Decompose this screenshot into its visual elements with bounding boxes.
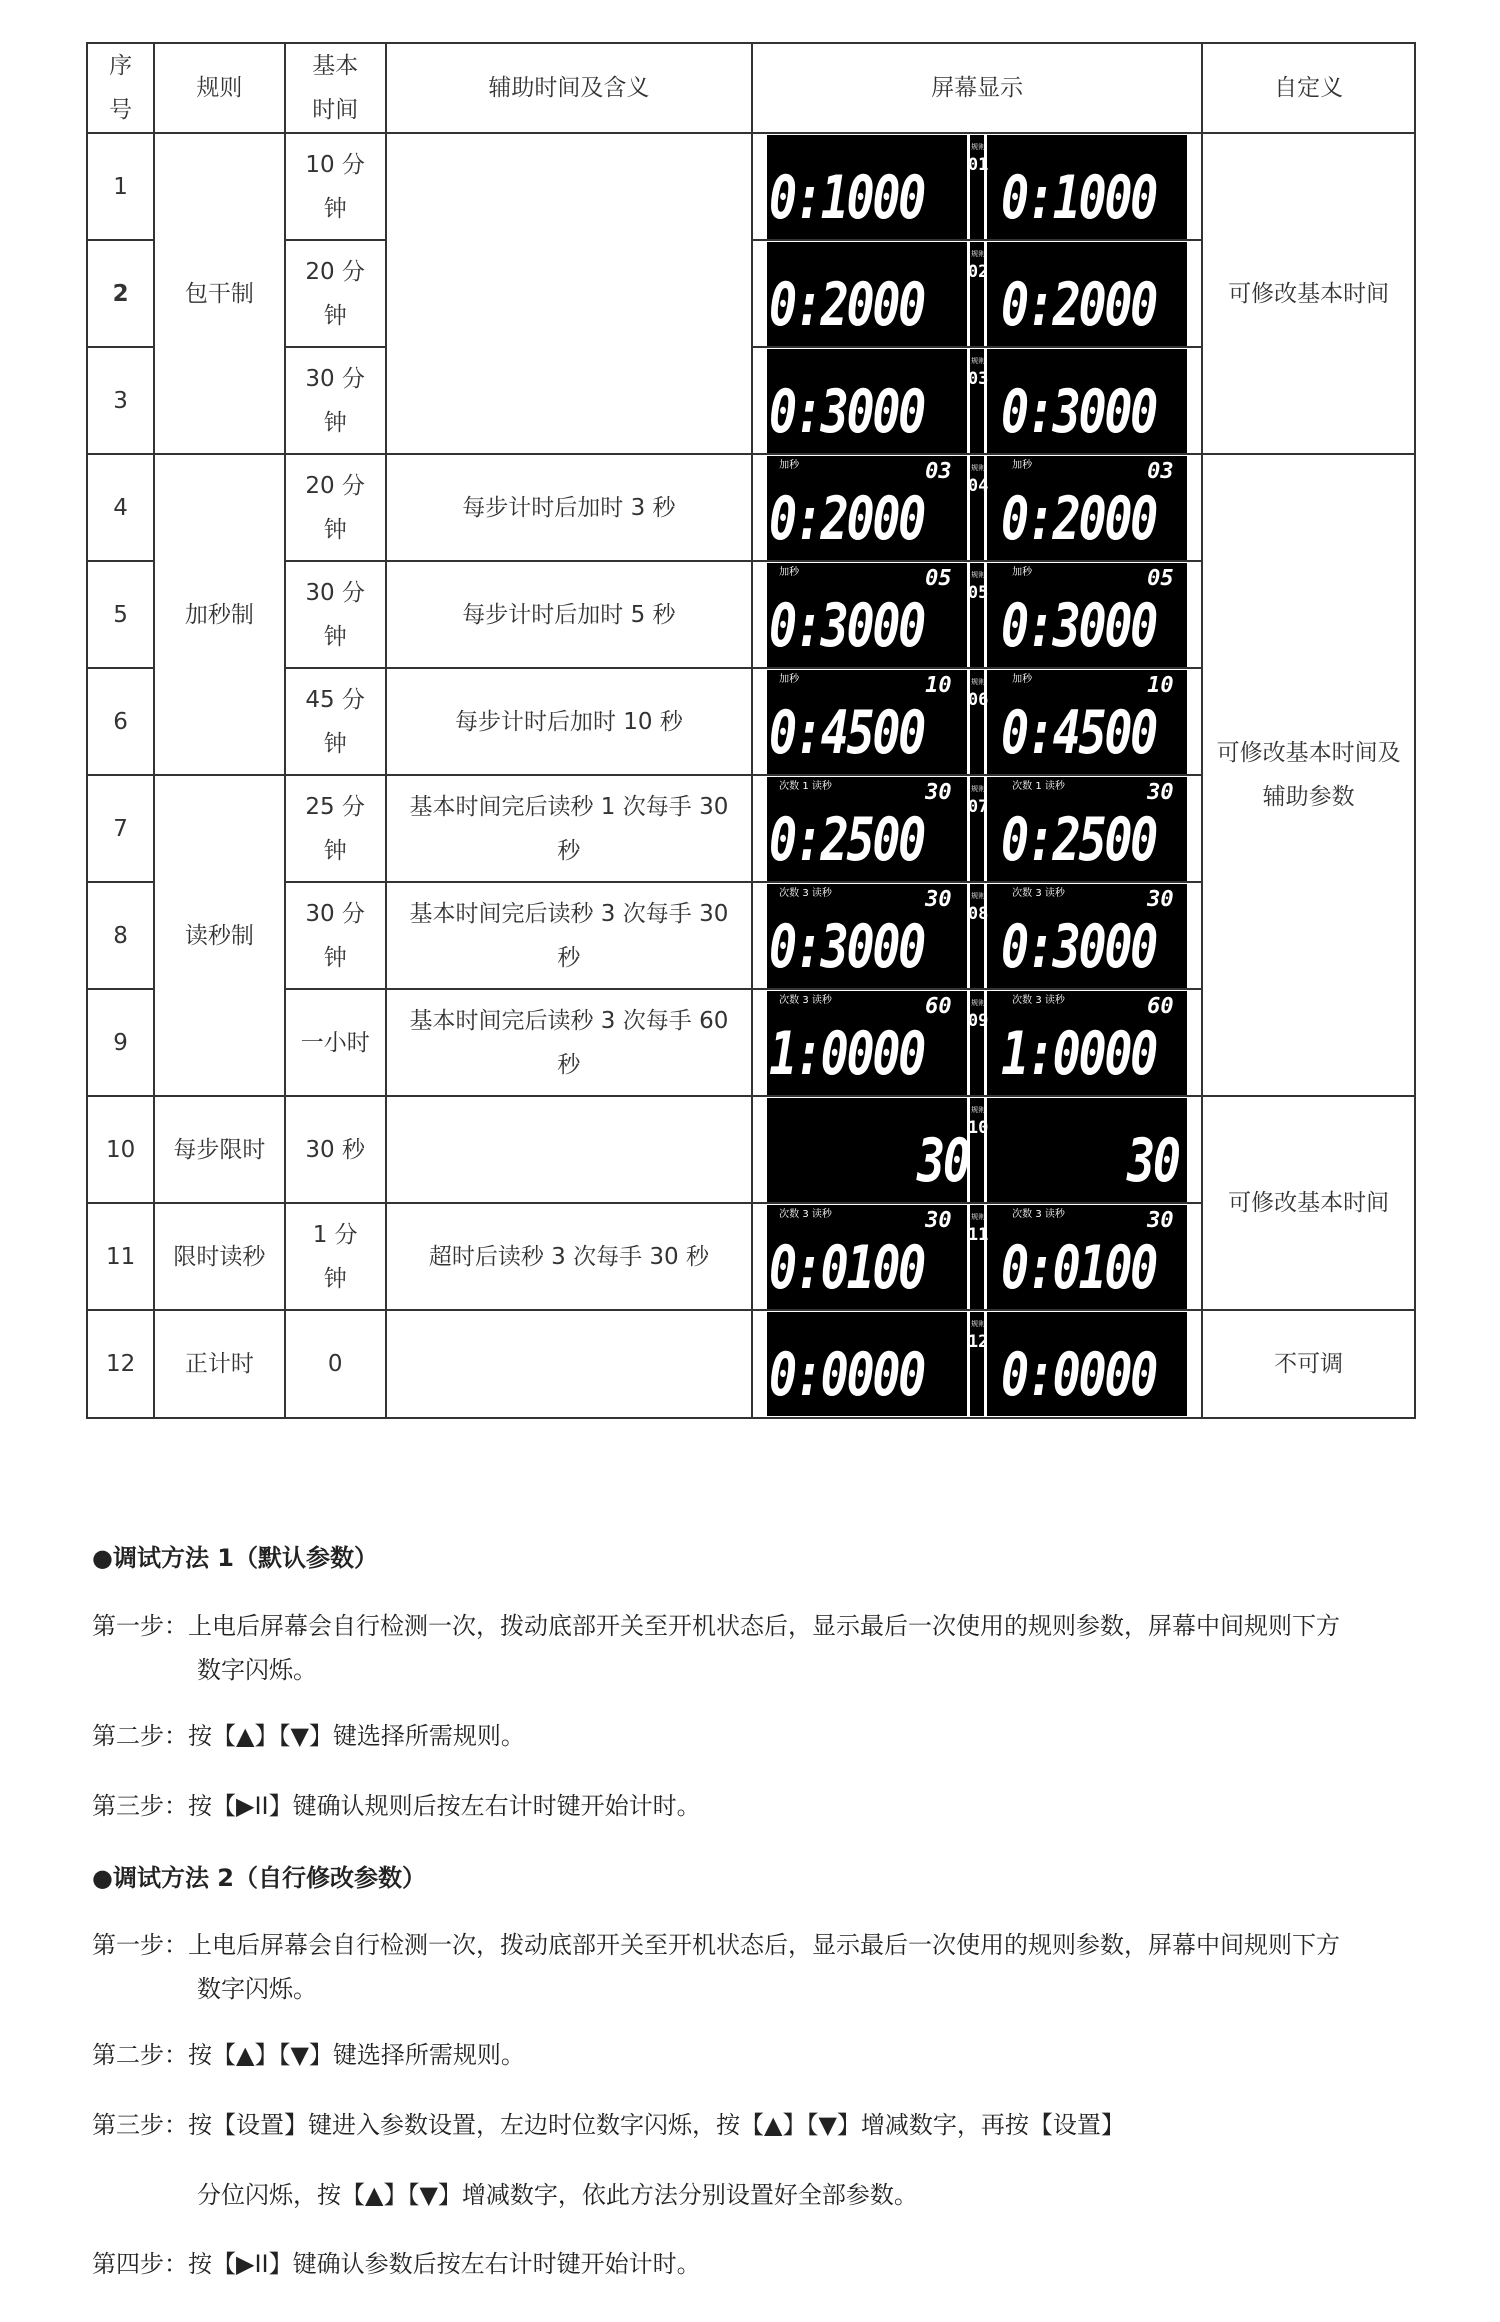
base-time-text: 30 分钟 [305, 365, 365, 436]
right-time-display: 0:0000 [1001, 1340, 1157, 1410]
cell-aux [386, 561, 752, 668]
cell-rule: 正计时 [154, 1310, 284, 1418]
table-row [87, 1310, 1415, 1418]
cell-screen [752, 1203, 1202, 1310]
cell-screen [752, 1096, 1202, 1203]
left-mode-label: 次数 3 读秒 [779, 994, 832, 1006]
left-seconds-display: 05 [925, 565, 952, 591]
rule-number: 03 [967, 368, 989, 389]
aux-text: 每步计时后加时 10 秒 [454, 708, 683, 735]
cell-no: 11 [87, 1203, 154, 1310]
cell-base-time [285, 240, 386, 347]
lcd-screen [767, 670, 1187, 774]
base-time-text: 1 分钟 [312, 1221, 358, 1292]
left-mode-label: 次数 1 读秒 [779, 780, 832, 792]
base-time-text: 一小时 [300, 1029, 370, 1056]
cell-base-time [285, 775, 386, 882]
cell-rule: 每步限时 [154, 1096, 284, 1203]
cell-no: 3 [87, 347, 154, 454]
rule-number: 05 [967, 582, 989, 603]
rule-indicator [967, 141, 989, 175]
cell-custom [1202, 133, 1415, 454]
left-time-display: 0:2000 [769, 269, 925, 340]
method2-step3-cont: 分位闪烁，按【▲】【▼】增减数字，依此方法分别设置好全部参数。 [197, 2181, 918, 2209]
custom-text: 可修改基本时间 [1228, 280, 1390, 307]
left-time-display: 0:3000 [769, 376, 925, 447]
cell-custom [1202, 454, 1415, 1096]
table-row [87, 133, 1415, 240]
lcd-screen [767, 1312, 1187, 1416]
table-row [87, 1096, 1415, 1203]
cell-screen [752, 668, 1202, 775]
base-time-text: 20 分钟 [305, 472, 365, 543]
header-custom: 自定义 [1202, 43, 1415, 133]
left-time-display: 0:3000 [769, 590, 925, 661]
rule-number: 09 [967, 1010, 989, 1031]
cell-no: 7 [87, 775, 154, 882]
rule-indicator [967, 1318, 989, 1352]
cell-base-time [285, 454, 386, 561]
rule-indicator [967, 676, 989, 710]
cell-rule: 读秒制 [154, 775, 284, 1096]
aux-text: 每步计时后加时 3 秒 [462, 494, 676, 521]
cell-base-time [285, 133, 386, 240]
aux-text: 基本时间完后读秒 3 次每手 60 秒 [409, 1007, 729, 1078]
cell-custom [1202, 1096, 1415, 1310]
base-time-text: 30 分钟 [305, 579, 365, 650]
lcd-screen [767, 349, 1187, 453]
left-time-display: 30 [917, 1125, 969, 1196]
left-mode-label: 加秒 [779, 459, 800, 471]
table-header-row [87, 43, 1415, 133]
cell-aux [386, 775, 752, 882]
right-mode-label: 次数 3 读秒 [1012, 887, 1065, 899]
rule-number: 02 [967, 261, 989, 282]
method1-step2: 第二步：按【▲】【▼】键选择所需规则。 [92, 1722, 525, 1750]
cell-rule: 包干制 [154, 133, 284, 454]
method1-title: ●调试方法 1（默认参数） [92, 1544, 378, 1572]
cell-base-time [285, 989, 386, 1096]
cell-base-time [285, 1203, 386, 1310]
cell-rule: 限时读秒 [154, 1203, 284, 1310]
right-mode-label: 次数 3 读秒 [1012, 994, 1065, 1006]
left-seconds-display: 03 [925, 458, 952, 484]
left-seconds-display: 60 [925, 993, 952, 1019]
base-time-text: 30 分钟 [305, 900, 365, 971]
method2-step2: 第二步：按【▲】【▼】键选择所需规则。 [92, 2041, 525, 2069]
aux-text: 基本时间完后读秒 1 次每手 30 秒 [409, 793, 729, 864]
custom-text: 不可调 [1274, 1351, 1344, 1377]
rule-indicator-label: 规则 [971, 1320, 986, 1328]
base-time-text: 20 分钟 [305, 258, 365, 329]
cell-base-time [285, 882, 386, 989]
rule-indicator-label: 规则 [971, 249, 986, 258]
right-mode-label: 次数 1 读秒 [1012, 780, 1065, 792]
header-screen: 屏幕显示 [752, 43, 1202, 133]
right-time-display: 0:3000 [1001, 911, 1157, 982]
cell-no: 6 [87, 668, 154, 775]
left-time-display: 0:0100 [769, 1232, 925, 1303]
rules-table [86, 42, 1416, 1419]
rule-number: 07 [967, 796, 989, 817]
header-base: 基本时间 [285, 43, 386, 133]
aux-text: 超时后读秒 3 次每手 30 秒 [428, 1243, 709, 1270]
cell-aux [386, 1310, 752, 1418]
rule-indicator [967, 248, 989, 282]
cell-no: 8 [87, 882, 154, 989]
lcd-screen [767, 563, 1187, 667]
left-mode-label: 加秒 [779, 566, 800, 578]
header-rule: 规则 [154, 43, 284, 133]
left-time-display: 0:0000 [769, 1340, 925, 1410]
cell-aux [386, 1096, 752, 1203]
cell-screen [752, 561, 1202, 668]
cell-screen [752, 240, 1202, 347]
left-seconds-display: 30 [925, 1207, 952, 1233]
lcd-screen [767, 135, 1187, 239]
right-time-display: 0:2500 [1001, 804, 1157, 875]
base-time-text: 45 分钟 [305, 686, 365, 757]
lcd-screen [767, 884, 1187, 988]
cell-aux [386, 133, 752, 454]
rule-indicator [967, 1211, 989, 1245]
cell-screen [752, 882, 1202, 989]
right-seconds-display: 30 [1147, 779, 1174, 805]
rule-number: 11 [967, 1224, 989, 1245]
lcd-screen [767, 456, 1187, 560]
table-row [87, 454, 1415, 561]
custom-text: 可修改基本时间及辅助参数 [1216, 740, 1401, 810]
rule-indicator [967, 783, 989, 817]
cell-aux [386, 882, 752, 989]
base-time-text: 25 分钟 [305, 793, 365, 864]
right-time-display: 0:4500 [1001, 697, 1157, 768]
left-mode-label: 次数 3 读秒 [779, 887, 832, 899]
rule-indicator-label: 规则 [971, 1105, 986, 1114]
right-time-display: 0:2000 [1001, 483, 1157, 554]
cell-screen [752, 133, 1202, 240]
rule-number: 01 [967, 154, 989, 175]
left-time-display: 0:3000 [769, 911, 925, 982]
left-seconds-display: 10 [925, 672, 952, 698]
rule-number: 06 [967, 689, 989, 710]
right-time-display: 1:0000 [1001, 1018, 1157, 1089]
rule-indicator-label: 规则 [971, 1212, 986, 1221]
right-time-display: 0:1000 [1001, 162, 1157, 233]
right-mode-label: 加秒 [1012, 566, 1033, 578]
cell-screen [752, 454, 1202, 561]
right-mode-label: 加秒 [1012, 673, 1033, 685]
rule-indicator [967, 997, 989, 1031]
rule-indicator [967, 890, 989, 924]
right-seconds-display: 03 [1147, 458, 1174, 484]
cell-base-time [285, 347, 386, 454]
left-seconds-display: 30 [925, 886, 952, 912]
rule-number: 12 [967, 1332, 989, 1352]
cell-custom [1202, 1310, 1415, 1418]
right-seconds-display: 30 [1147, 886, 1174, 912]
left-time-display: 0:4500 [769, 697, 925, 768]
rule-indicator-label: 规则 [971, 998, 986, 1007]
right-time-display: 0:0100 [1001, 1232, 1157, 1303]
method2-step4: 第四步：按【▶II】键确认参数后按左右计时键开始计时。 [92, 2250, 701, 2278]
rule-number: 04 [967, 475, 989, 496]
rule-indicator [967, 462, 989, 496]
rule-number: 10 [967, 1117, 989, 1138]
cell-screen [752, 989, 1202, 1096]
cell-no: 9 [87, 989, 154, 1096]
cell-screen [752, 347, 1202, 454]
cell-no: 10 [87, 1096, 154, 1203]
left-time-display: 1:0000 [769, 1018, 925, 1089]
cell-rule: 加秒制 [154, 454, 284, 775]
right-time-display: 0:2000 [1001, 269, 1157, 340]
rule-indicator-label: 规则 [971, 784, 986, 793]
left-time-display: 0:1000 [769, 162, 925, 233]
left-mode-label: 次数 3 读秒 [779, 1208, 832, 1220]
cell-no: 1 [87, 133, 154, 240]
cell-no: 12 [87, 1310, 154, 1418]
rule-indicator-label: 规则 [971, 356, 986, 365]
rule-indicator-label: 规则 [971, 463, 986, 472]
left-mode-label: 加秒 [779, 673, 800, 685]
right-seconds-display: 30 [1147, 1207, 1174, 1233]
rule-indicator [967, 355, 989, 389]
custom-text: 可修改基本时间 [1228, 1190, 1390, 1216]
cell-base-time [285, 1310, 386, 1418]
method1-step3: 第三步：按【▶II】键确认规则后按左右计时键开始计时。 [92, 1792, 701, 1820]
header-no: 序号 [87, 43, 154, 133]
base-time-text: 10 分钟 [305, 151, 365, 222]
aux-text: 每步计时后加时 5 秒 [462, 601, 676, 628]
right-seconds-display: 60 [1147, 993, 1174, 1019]
rule-indicator-label: 规则 [971, 891, 986, 900]
method2-step1: 第一步：上电后屏幕会自行检测一次，拨动底部开关至开机状态后，显示最后一次使用的规则参数，屏幕中间规则下方 数字闪烁。 [92, 1931, 1340, 2003]
cell-no: 4 [87, 454, 154, 561]
header-aux: 辅助时间及含义 [386, 43, 752, 133]
method1-step1: 第一步：上电后屏幕会自行检测一次，拨动底部开关至开机状态后，显示最后一次使用的规则参数，屏幕中间规则下方 数字闪烁。 [92, 1612, 1340, 1684]
rule-indicator-label: 规则 [971, 142, 986, 151]
lcd-screen [767, 1205, 1187, 1309]
right-seconds-display: 10 [1147, 672, 1174, 698]
cell-screen [752, 1310, 1202, 1418]
rule-indicator [967, 1104, 989, 1138]
left-seconds-display: 30 [925, 779, 952, 805]
cell-screen [752, 775, 1202, 882]
rule-indicator-label: 规则 [971, 677, 986, 686]
cell-aux [386, 1203, 752, 1310]
cell-aux [386, 989, 752, 1096]
cell-base-time [285, 1096, 386, 1203]
cell-no: 5 [87, 561, 154, 668]
method2-step3: 第三步：按【设置】键进入参数设置，左边时位数字闪烁，按【▲】【▼】增减数字，再按【设置】 [92, 2111, 1125, 2139]
left-time-display: 0:2000 [769, 483, 925, 554]
right-mode-label: 次数 3 读秒 [1012, 1208, 1065, 1220]
method2-title: ●调试方法 2（自行修改参数） [92, 1864, 426, 1892]
right-mode-label: 加秒 [1012, 459, 1033, 471]
rule-indicator-label: 规则 [971, 570, 986, 579]
cell-no: 2 [87, 240, 154, 347]
rule-number: 08 [967, 903, 989, 924]
cell-base-time [285, 668, 386, 775]
right-time-display: 30 [1127, 1125, 1179, 1196]
cell-aux [386, 668, 752, 775]
right-time-display: 0:3000 [1001, 590, 1157, 661]
aux-text: 基本时间完后读秒 3 次每手 30 秒 [409, 900, 729, 971]
right-seconds-display: 05 [1147, 565, 1174, 591]
right-time-display: 0:3000 [1001, 376, 1157, 447]
cell-aux [386, 454, 752, 561]
lcd-screen [767, 1098, 1187, 1202]
rule-indicator [967, 569, 989, 603]
cell-base-time [285, 561, 386, 668]
base-time-text: 0 [327, 1351, 343, 1377]
base-time-text: 30 秒 [305, 1136, 365, 1163]
lcd-screen [767, 777, 1187, 881]
lcd-screen [767, 242, 1187, 346]
left-time-display: 0:2500 [769, 804, 925, 875]
lcd-screen [767, 991, 1187, 1095]
